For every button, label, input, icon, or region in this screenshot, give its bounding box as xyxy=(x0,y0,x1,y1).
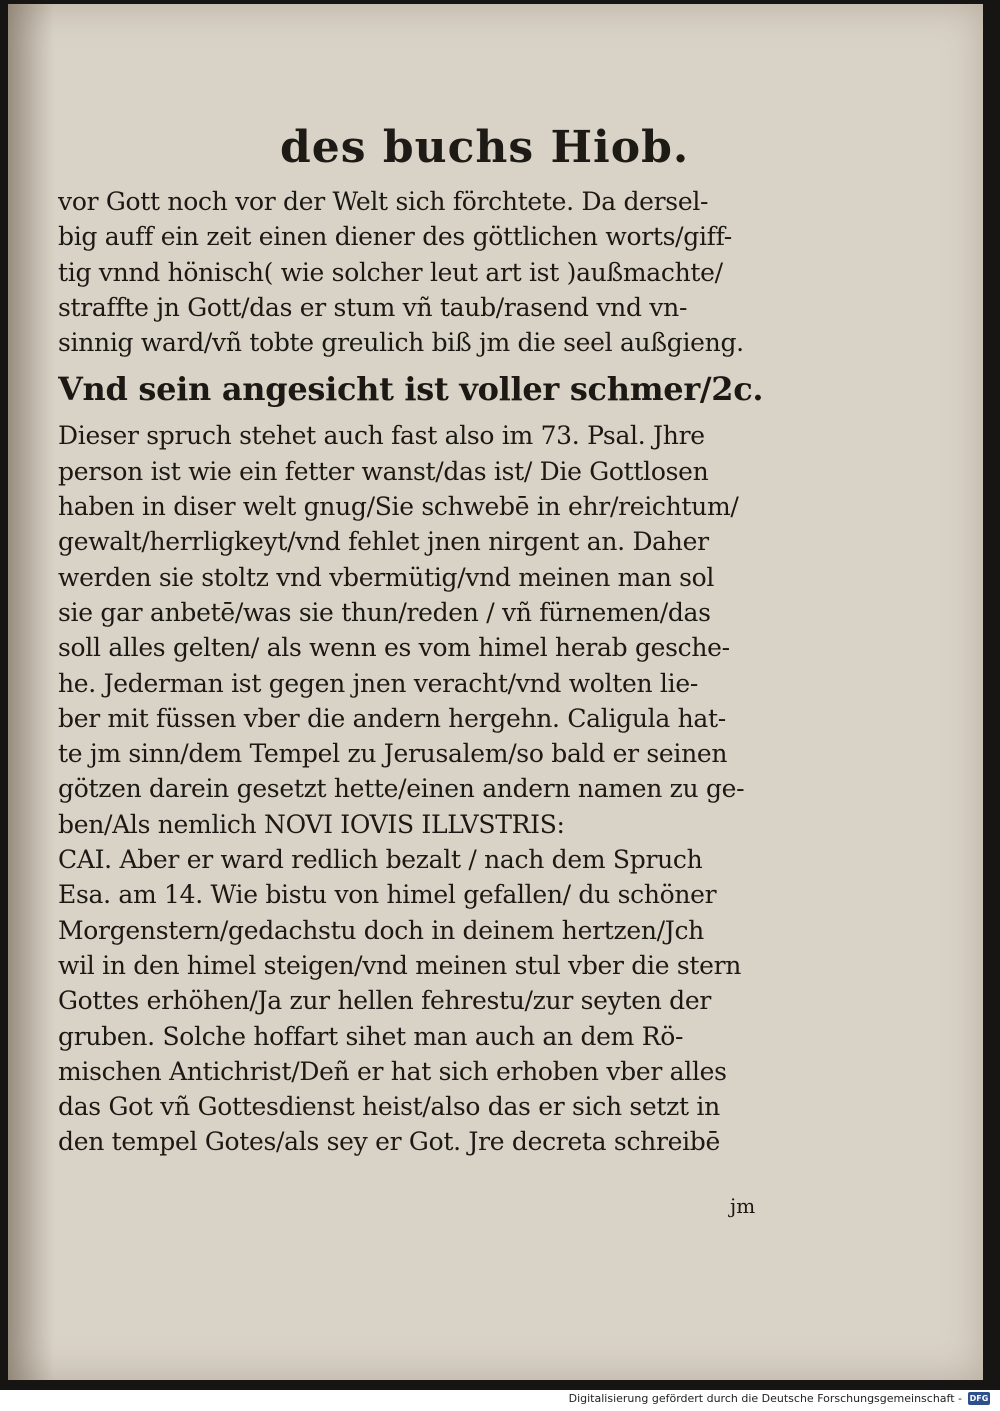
text-line: he. Jederman ist gegen jnen veracht/vnd wolten lie- xyxy=(58,668,698,698)
text-line: das Got vñ Gottesdienst heist/also das er sich setzt in xyxy=(58,1092,720,1122)
text-line: Dieser spruch stehet auch fast also im 73. Psal. Jhre xyxy=(58,421,705,451)
text-line: wil in den himel steigen/vnd meinen stul vber die stern xyxy=(58,950,742,980)
text-line: sie gar anbetē/was sie thun/reden / vñ fürnemen/das xyxy=(58,597,711,627)
text-line: haben in diser welt gnug/Sie schwebē in ehr/reichtum/ xyxy=(58,492,739,522)
text-line: Gottes erhöhen/Ja zur hellen fehrestu/zur seyten der xyxy=(58,986,712,1016)
text-line: den tempel Gotes/als sey er Got. Jre decreta schreibē xyxy=(58,1127,721,1157)
dfg-logo: DFG xyxy=(969,1394,989,1403)
text-line: tig vnnd hönisch( wie solcher leut art ist )außmachte/ xyxy=(58,257,723,287)
text-line: sinnig ward/vñ tobte greulich biß jm die seel außgieng. xyxy=(58,328,744,358)
text-line: götzen darein gesetzt hette/einen andern namen zu ge- xyxy=(58,774,745,804)
text-line: soll alles gelten/ als wenn es vom himel herab gesche- xyxy=(58,633,730,663)
text-line: big auff ein zeit einen diener des göttlichen worts/giff- xyxy=(58,222,732,252)
text-line: werden sie stoltz vnd vbermütig/vnd meinen man sol xyxy=(58,562,715,592)
text-line: CAI. Aber er ward redlich bezalt / nach dem Spruch xyxy=(58,845,703,875)
text-line: gewalt/herrligkeyt/vnd fehlet jnen nirgent an. Daher xyxy=(58,527,709,557)
text-line: mischen Antichrist/Deñ er hat sich erhoben vber alles xyxy=(58,1056,727,1086)
text-line: ben/Als nemlich NOVI IOVIS ILLVSTRIS: xyxy=(58,809,565,839)
text-line: ber mit füssen vber die andern hergehn. Caligula hat- xyxy=(58,703,726,733)
text-line: straffte jn Gott/das er stum vñ taub/rasend vnd vn- xyxy=(58,292,688,322)
text-line: te jm sinn/dem Tempel zu Jerusalem/so bald er seinen xyxy=(58,739,728,769)
book-page xyxy=(8,4,983,1380)
catchword: jm xyxy=(730,1194,756,1218)
text-line: Esa. am 14. Wie bistu von himel gefallen/ du schöner xyxy=(58,880,717,910)
text-line: vor Gott noch vor der Welt sich förchtete. Da dersel- xyxy=(58,187,709,216)
text-line: gruben. Solche hoffart sihet man auch an dem Rö- xyxy=(58,1021,684,1051)
text-line: person ist wie ein fetter wanst/das ist/ Die Gottlosen xyxy=(58,456,709,486)
section-heading-line: Vnd sein angesicht ist voller schmer/2c. xyxy=(58,370,764,409)
text-line: Morgenstern/gedachstu doch in deinem hertzen/Jch xyxy=(58,915,704,945)
running-head: des buchs Hiob. xyxy=(280,122,690,173)
funding-credit: Digitalisierung gefördert durch die Deutsche Forschungsgemeinschaft - xyxy=(568,1392,962,1405)
body-text xyxy=(58,184,788,1160)
